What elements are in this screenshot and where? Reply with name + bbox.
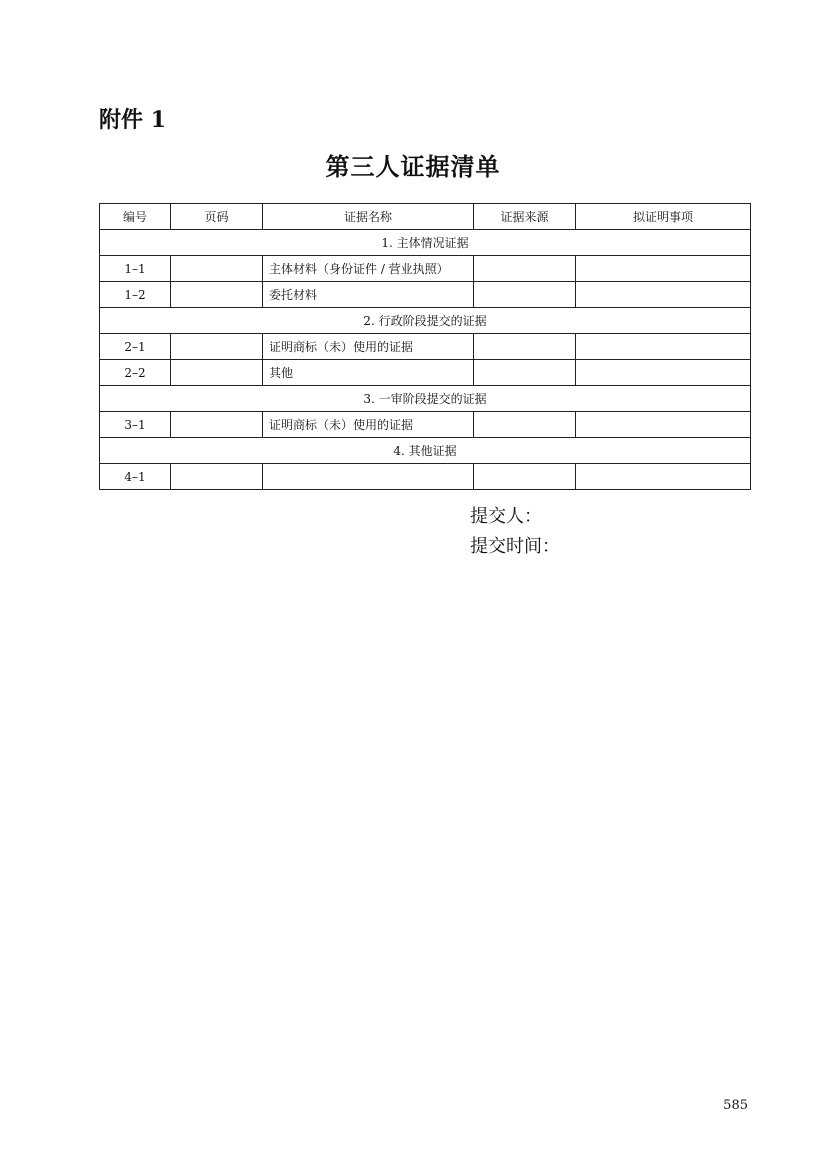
cell-evidence-name: 证明商标（未）使用的证据 xyxy=(263,334,474,360)
table-header-row xyxy=(100,204,751,230)
cell-facts-to-prove xyxy=(576,334,751,360)
cell-page xyxy=(171,282,263,308)
cell-number: 1–1 xyxy=(100,256,171,282)
cell-page xyxy=(171,360,263,386)
submitter-label: 提交人： xyxy=(470,506,542,527)
cell-evidence-source xyxy=(474,360,576,386)
submit-time-label: 提交时间： xyxy=(470,536,560,557)
section-title: 3. 一审阶段提交的证据 xyxy=(100,386,751,412)
table-row xyxy=(100,334,751,360)
header-number: 编号 xyxy=(100,204,171,230)
cell-number: 2–1 xyxy=(100,334,171,360)
cell-facts-to-prove xyxy=(576,464,751,490)
cell-facts-to-prove xyxy=(576,282,751,308)
cell-evidence-source xyxy=(474,256,576,282)
cell-number: 1–2 xyxy=(100,282,171,308)
header-page: 页码 xyxy=(171,204,263,230)
cell-facts-to-prove xyxy=(576,360,751,386)
annex-label: 附件 1 xyxy=(99,107,166,133)
section-title: 4. 其他证据 xyxy=(100,438,751,464)
cell-evidence-source xyxy=(474,464,576,490)
cell-evidence-name: 委托材料 xyxy=(263,282,474,308)
table-row xyxy=(100,360,751,386)
section-row xyxy=(100,230,751,256)
section-row xyxy=(100,386,751,412)
cell-facts-to-prove xyxy=(576,412,751,438)
evidence-table xyxy=(99,203,751,490)
cell-evidence-source xyxy=(474,412,576,438)
cell-page xyxy=(171,412,263,438)
cell-evidence-source xyxy=(474,282,576,308)
table-row xyxy=(100,282,751,308)
cell-evidence-name: 证明商标（未）使用的证据 xyxy=(263,412,474,438)
section-title: 2. 行政阶段提交的证据 xyxy=(100,308,751,334)
header-evidence-name: 证据名称 xyxy=(263,204,474,230)
section-title: 1. 主体情况证据 xyxy=(100,230,751,256)
table-row xyxy=(100,256,751,282)
cell-number: 4–1 xyxy=(100,464,171,490)
table-row xyxy=(100,412,751,438)
page-number: 585 xyxy=(723,1098,748,1113)
cell-page xyxy=(171,256,263,282)
cell-evidence-name xyxy=(263,464,474,490)
header-facts-to-prove: 拟证明事项 xyxy=(576,204,751,230)
document-title: 第三人证据清单 xyxy=(325,152,501,181)
section-row xyxy=(100,308,751,334)
cell-facts-to-prove xyxy=(576,256,751,282)
cell-number: 3–1 xyxy=(100,412,171,438)
cell-evidence-name: 其他 xyxy=(263,360,474,386)
cell-evidence-source xyxy=(474,334,576,360)
header-evidence-source: 证据来源 xyxy=(474,204,576,230)
table-row xyxy=(100,464,751,490)
cell-evidence-name: 主体材料（身份证件 / 营业执照） xyxy=(263,256,474,282)
cell-number: 2–2 xyxy=(100,360,171,386)
section-row xyxy=(100,438,751,464)
cell-page xyxy=(171,334,263,360)
cell-page xyxy=(171,464,263,490)
